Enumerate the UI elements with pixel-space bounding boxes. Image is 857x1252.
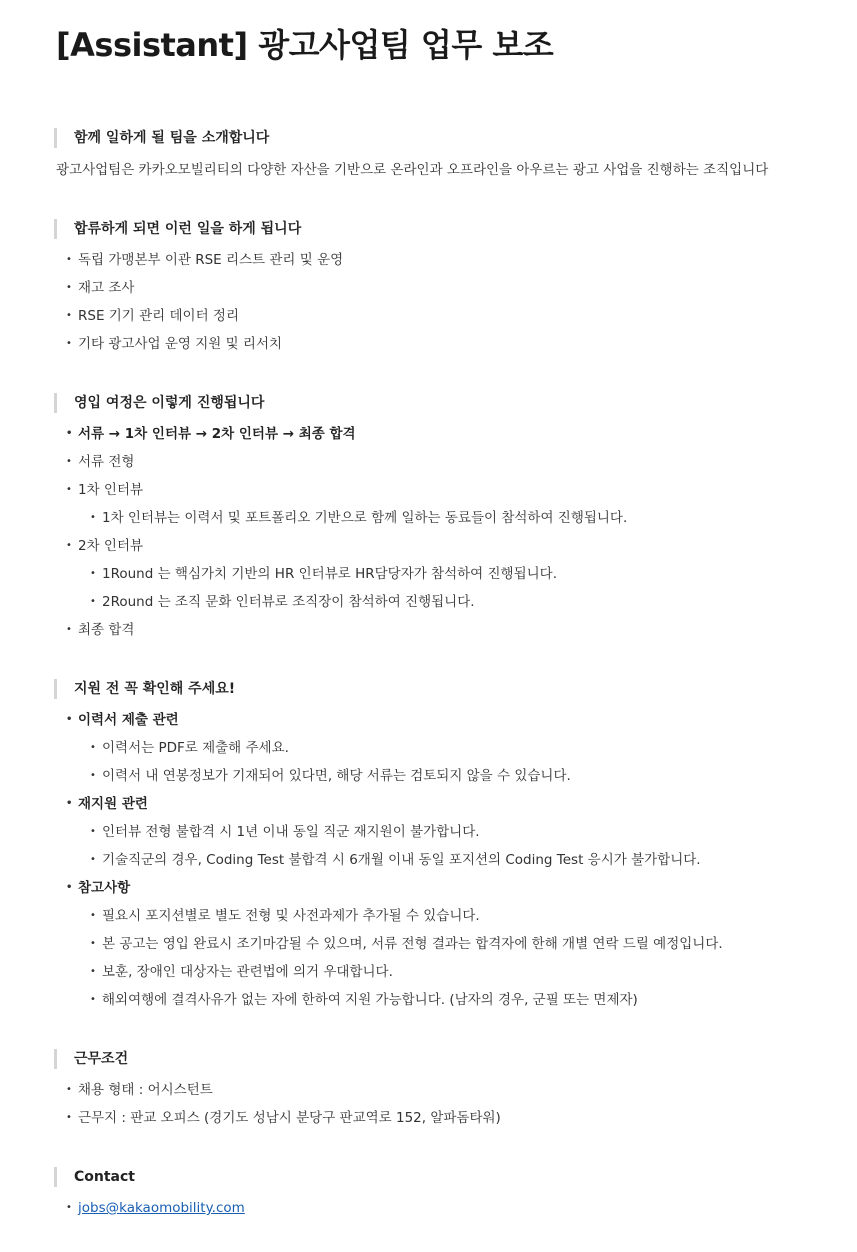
section-heading-duties: 합류하게 되면 이런 일을 하게 됩니다 [54, 219, 301, 239]
list-item-text: 서류 전형 [78, 454, 135, 470]
bullet-icon: • [90, 596, 96, 607]
bullet-icon: • [90, 770, 96, 781]
sub-list-item [90, 822, 480, 842]
page-title: [Assistant] 광고사업팀 업무 보조 [56, 26, 554, 64]
bullet-icon: • [66, 540, 72, 551]
sub-list-item [90, 934, 723, 954]
list-item [66, 1108, 501, 1128]
list-item-text: 필요시 포지션별로 별도 전형 및 사전과제가 추가될 수 있습니다. [102, 908, 480, 924]
notice-group-resume [66, 710, 179, 730]
section-heading-conditions: 근무조건 [54, 1049, 128, 1069]
list-item [66, 536, 143, 556]
list-item-text: 기술직군의 경우, Coding Test 불합격 시 6개월 이내 동일 포지션의 Coding Test 응시가 불가합니다. [102, 852, 701, 868]
list-item-text: 2차 인터뷰 [78, 538, 144, 554]
bullet-icon: • [90, 826, 96, 837]
list-item-text: 독립 가맹본부 이관 RSE 리스트 관리 및 운영 [78, 252, 344, 268]
bullet-icon: • [66, 456, 72, 467]
bullet-icon: • [66, 310, 72, 321]
bullet-icon: • [66, 798, 73, 809]
section-heading-contact: Contact [54, 1167, 135, 1187]
list-item-text: 이력서는 PDF로 제출해 주세요. [102, 740, 289, 756]
list-item-text: 채용 형태 : 어시스턴트 [78, 1082, 213, 1098]
notice-group-reapply [66, 794, 148, 814]
bullet-icon: • [66, 484, 72, 495]
list-item-text: 본 공고는 영입 완료시 조기마감될 수 있으며, 서류 전형 결과는 합격자에 한해 개별 연락 드릴 예정입니다. [102, 936, 723, 952]
list-item-text: 해외여행에 결격사유가 없는 자에 한하여 지원 가능합니다. (남자의 경우, 군필 또는 면제자) [102, 992, 638, 1008]
bullet-icon: • [66, 428, 73, 439]
bullet-icon: • [66, 882, 73, 893]
notice-group-reference [66, 878, 130, 898]
list-item-text: 기타 광고사업 운영 지원 및 리서치 [78, 336, 283, 352]
bullet-icon: • [90, 742, 96, 753]
bullet-icon: • [66, 1084, 72, 1095]
sub-list-item [90, 990, 638, 1010]
bullet-icon: • [90, 994, 96, 1005]
sub-list-item [90, 850, 701, 870]
sub-list-item [90, 906, 480, 926]
bullet-icon: • [90, 854, 96, 865]
bullet-icon: • [66, 254, 72, 265]
bullet-icon: • [66, 282, 72, 293]
bullet-icon: • [90, 938, 96, 949]
list-item [66, 620, 134, 640]
bullet-icon: • [66, 1202, 72, 1213]
list-item-text: 1차 인터뷰는 이력서 및 포트폴리오 기반으로 함께 일하는 동료들이 참석하여 진행됩니다. [102, 510, 628, 526]
list-item [66, 250, 343, 270]
section-heading-notice: 지원 전 꼭 확인해 주세요! [54, 679, 235, 699]
list-item-text: 1Round 는 핵심가치 기반의 HR 인터뷰로 HR담당자가 참석하여 진행됩니다. [102, 566, 558, 582]
bullet-icon: • [90, 512, 96, 523]
list-item [66, 334, 282, 354]
list-item-text: 보훈, 장애인 대상자는 관련법에 의거 우대합니다. [102, 964, 393, 980]
list-item [66, 452, 134, 472]
list-item-text: 2Round 는 조직 문화 인터뷰로 조직장이 참석하여 진행됩니다. [102, 594, 475, 610]
section-heading-process: 영입 여정은 이렇게 진행됩니다 [54, 393, 264, 413]
list-item [66, 278, 134, 298]
bullet-icon: • [90, 910, 96, 921]
list-item-text: 최종 합격 [78, 622, 135, 638]
sub-list-item [90, 508, 627, 528]
list-item [66, 1080, 213, 1100]
sub-list-item [90, 766, 571, 786]
list-item-text: 참고사항 [78, 880, 131, 896]
process-summary [66, 424, 356, 444]
list-item-text: RSE 기기 관리 데이터 정리 [78, 308, 240, 324]
sub-list-item [90, 738, 289, 758]
list-item [66, 306, 239, 326]
section-heading-team: 함께 일하게 될 팀을 소개합니다 [54, 128, 269, 148]
list-item-text: 인터뷰 전형 불합격 시 1년 이내 동일 직군 재지원이 불가합니다. [102, 824, 480, 840]
bullet-icon: • [90, 568, 96, 579]
list-item-text: 이력서 내 연봉정보가 기재되어 있다면, 해당 서류는 검토되지 않을 수 있습니다. [102, 768, 571, 784]
list-item-text: 재고 조사 [78, 280, 135, 296]
bullet-icon: • [90, 966, 96, 977]
list-item-text: 서류 → 1차 인터뷰 → 2차 인터뷰 → 최종 합격 [78, 426, 356, 442]
sub-list-item [90, 592, 475, 612]
bullet-icon: • [66, 1112, 72, 1123]
contact-email-link[interactable]: jobs@kakaomobility.com [78, 1200, 245, 1216]
list-item-text: 1차 인터뷰 [78, 482, 144, 498]
list-item-text: 이력서 제출 관련 [78, 712, 179, 728]
list-item [66, 1198, 245, 1218]
team-description: 광고사업팀은 카카오모빌리티의 다양한 자산을 기반으로 온라인과 오프라인을 아우르는 광고 사업을 진행하는 조직입니다 [56, 162, 769, 178]
list-item [66, 480, 143, 500]
sub-list-item [90, 962, 393, 982]
bullet-icon: • [66, 624, 72, 635]
list-item-text: 근무지 : 판교 오피스 (경기도 성남시 분당구 판교역로 152, 알파돔타워) [78, 1110, 501, 1126]
bullet-icon: • [66, 714, 73, 725]
bullet-icon: • [66, 338, 72, 349]
list-item-text: 재지원 관련 [78, 796, 148, 812]
sub-list-item [90, 564, 557, 584]
